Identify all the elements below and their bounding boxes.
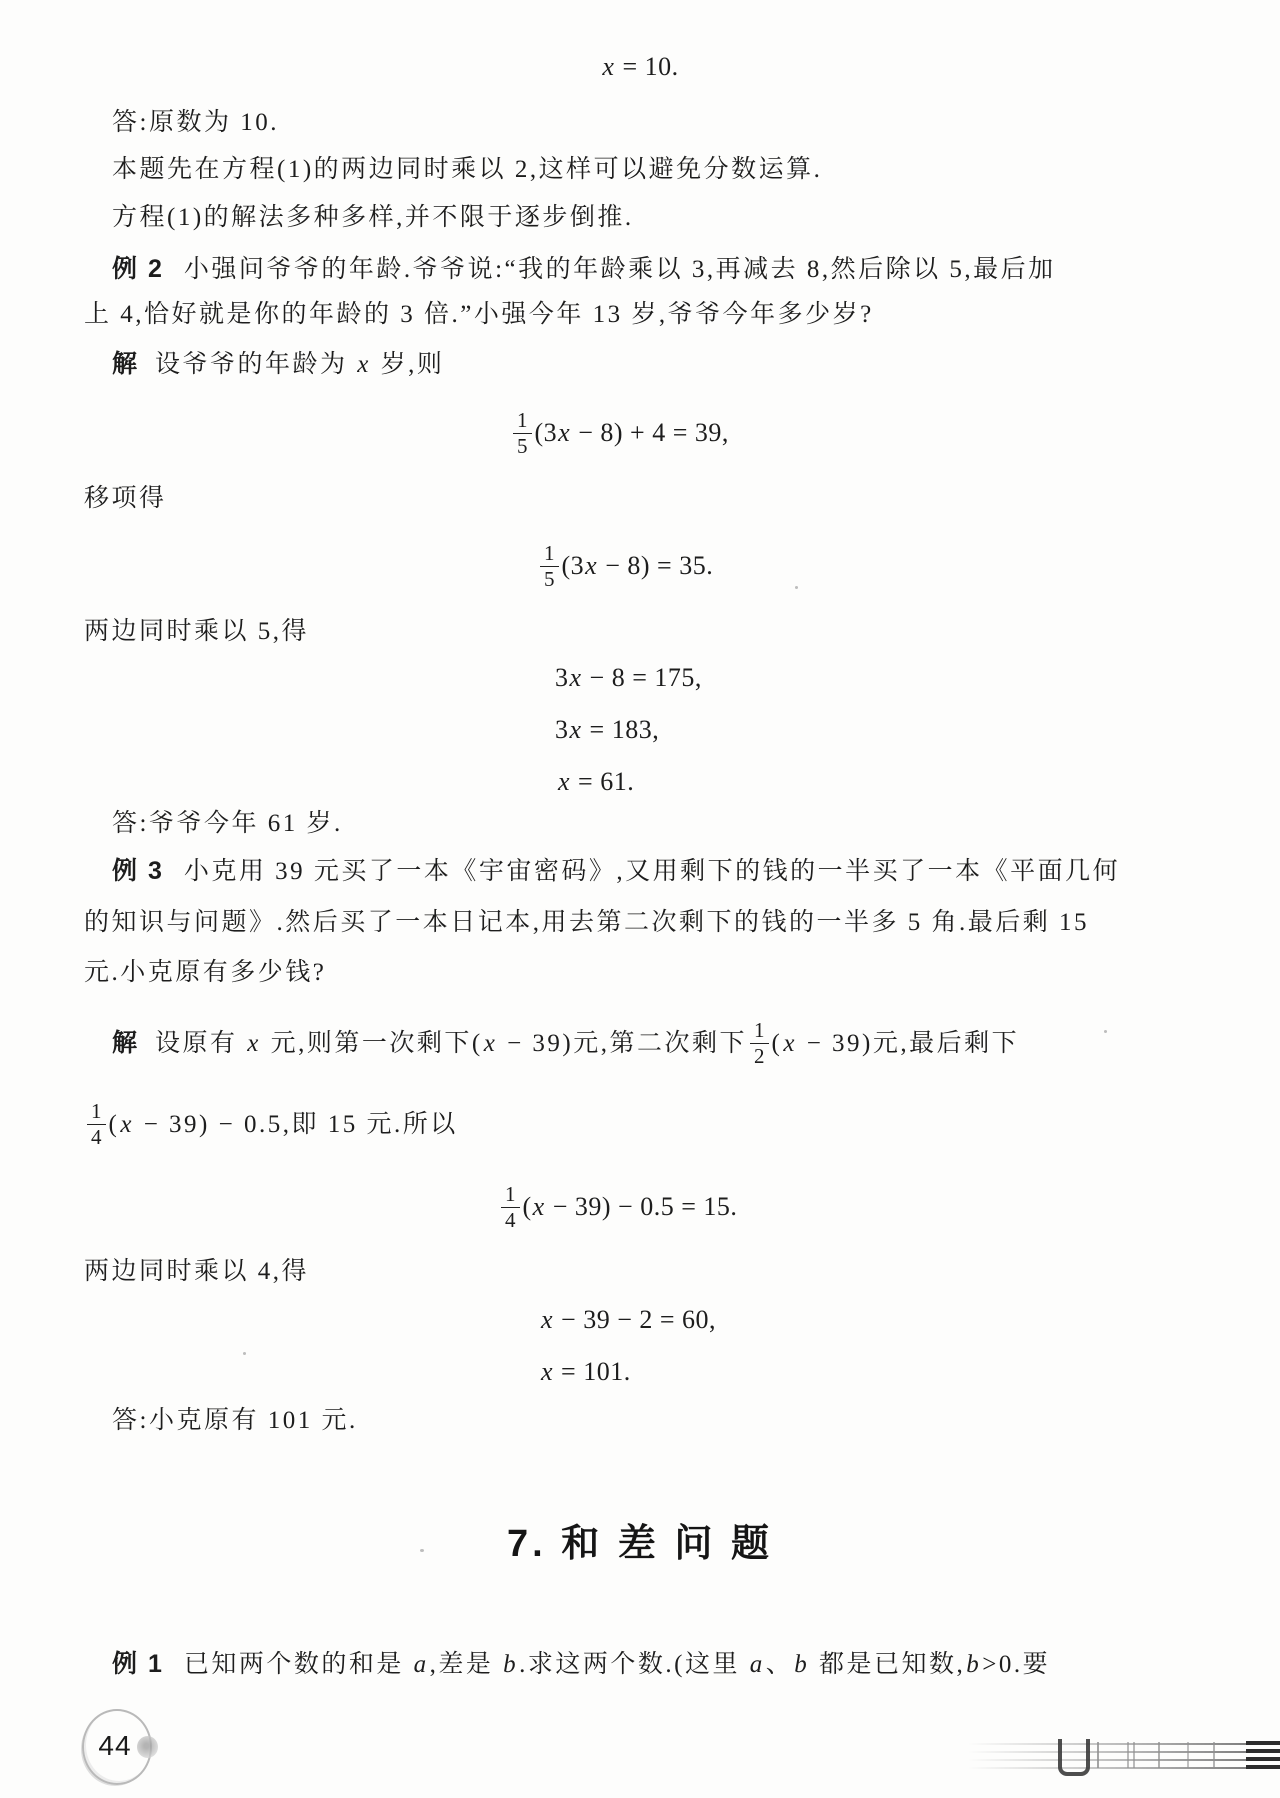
scan-artifact-hline bbox=[955, 1759, 1280, 1761]
solution2-label: 解 bbox=[112, 350, 140, 378]
equation-one-fourth-15: $\frac{1}{4}$ (x − 39) − 0.5 = 15. bbox=[498, 1176, 737, 1238]
multiply-by-4-note: 两边同时乘以 4,得 bbox=[84, 1258, 310, 1285]
answer-xiaoke-money: 答:小克原有 101 元. bbox=[112, 1407, 358, 1434]
page-number: 44 bbox=[98, 1730, 132, 1761]
scan-artifact-u-shape bbox=[1058, 1739, 1090, 1776]
note-solution-methods: 方程(1)的解法多种多样,并不限于逐步倒推. bbox=[112, 204, 634, 231]
scan-artifact-hline bbox=[955, 1751, 1280, 1753]
example3-label: 例 3 bbox=[112, 857, 164, 885]
scan-artifact-tick bbox=[1213, 1742, 1215, 1768]
example2-line1 bbox=[112, 253, 1056, 286]
example3-line1 bbox=[112, 855, 1120, 888]
note-multiply-both-sides: 本题先在方程(1)的两边同时乘以 2,这样可以避免分数运算. bbox=[112, 156, 823, 183]
scan-artifact-tick bbox=[1158, 1742, 1160, 1768]
solution3-text1: 设原有 x 元,则第一次剩下(x − 39)元,第二次剩下 $\frac{1}{2}$ (x − 39)元,最后剩下 bbox=[155, 1018, 1020, 1068]
scan-artifact-dash bbox=[1246, 1741, 1280, 1745]
scan-speck bbox=[1104, 1030, 1107, 1033]
equation-x-equals-10: x = 10. bbox=[602, 52, 679, 81]
example1-label: 例 1 bbox=[112, 1650, 164, 1678]
solution2-text: 设爷爷的年龄为 x 岁,则 bbox=[155, 351, 445, 378]
scan-artifact-hline bbox=[955, 1767, 1280, 1769]
scan-artifact-tick bbox=[1127, 1742, 1129, 1768]
multiply-by-5-note: 两边同时乘以 5,得 bbox=[84, 618, 310, 645]
equation-3x-minus-8: 3x − 8 = 175, bbox=[555, 663, 702, 692]
example3-line2: 的知识与问题》.然后买了一本日记本,用去第二次剩下的钱的一半多 5 角.最后剩 15 bbox=[84, 909, 1090, 936]
solution3-label: 解 bbox=[112, 1029, 140, 1057]
answer-grandpa-age: 答:爷爷今年 61 岁. bbox=[112, 810, 343, 837]
scan-artifact-dash bbox=[1246, 1749, 1280, 1753]
scan-artifact-dash bbox=[1246, 1765, 1280, 1769]
example2-line2: 上 4,恰好就是你的年龄的 3 倍.”小强今年 13 岁,爷爷今年多少岁? bbox=[84, 301, 874, 328]
example3-line3: 元.小克原有多少钱? bbox=[84, 959, 327, 986]
solution3-setup2: $\frac{1}{4}$ (x − 39) − 0.5,即 15 元.所以 bbox=[84, 1094, 458, 1156]
equation-x-39-2-60: x − 39 − 2 = 60, bbox=[541, 1305, 717, 1334]
transpose-note: 移项得 bbox=[84, 485, 167, 512]
scan-artifact-dash bbox=[1246, 1757, 1280, 1761]
example2-text1: 小强问爷爷的年龄.爷爷说:“我的年龄乘以 3,再减去 8,然后除以 5,最后加 bbox=[183, 256, 1056, 283]
answer-original-number: 答:原数为 10. bbox=[112, 109, 279, 136]
example3-text1: 小克用 39 元买了一本《宇宙密码》,又用剩下的钱的一半买了一本《平面几何 bbox=[183, 858, 1121, 885]
scan-artifact-tick bbox=[1187, 1742, 1189, 1768]
scan-speck bbox=[795, 586, 798, 589]
solution3-setup1 bbox=[112, 1012, 1019, 1074]
example2-label: 例 2 bbox=[112, 255, 164, 283]
scan-artifact-hline bbox=[955, 1743, 1280, 1745]
example1-text: 已知两个数的和是 a,差是 b.求这两个数.(这里 a、b 都是已知数,b>0.要 bbox=[183, 1651, 1051, 1678]
scan-speck bbox=[243, 1352, 246, 1355]
equation-3x-183: 3x = 183, bbox=[555, 715, 660, 744]
example1-line1 bbox=[112, 1648, 1050, 1681]
equation-x-101: x = 101. bbox=[541, 1357, 631, 1386]
equation-one-fifth-35: $\frac{1}{5}$ (3x − 8) = 35. bbox=[537, 535, 713, 597]
scan-artifact-tick bbox=[1133, 1742, 1135, 1768]
section-heading-sum-difference: 7. 和 差 问 题 bbox=[507, 1523, 773, 1565]
solution2-setup bbox=[112, 348, 444, 381]
scan-speck bbox=[420, 1549, 424, 1552]
equation-x-61: x = 61. bbox=[558, 767, 635, 796]
equation-one-fifth-plus4: $\frac{1}{5}$ (3x − 8) + 4 = 39, bbox=[510, 402, 729, 464]
scan-artifact-tick bbox=[1097, 1742, 1099, 1768]
flower-dot-icon bbox=[137, 1736, 158, 1758]
